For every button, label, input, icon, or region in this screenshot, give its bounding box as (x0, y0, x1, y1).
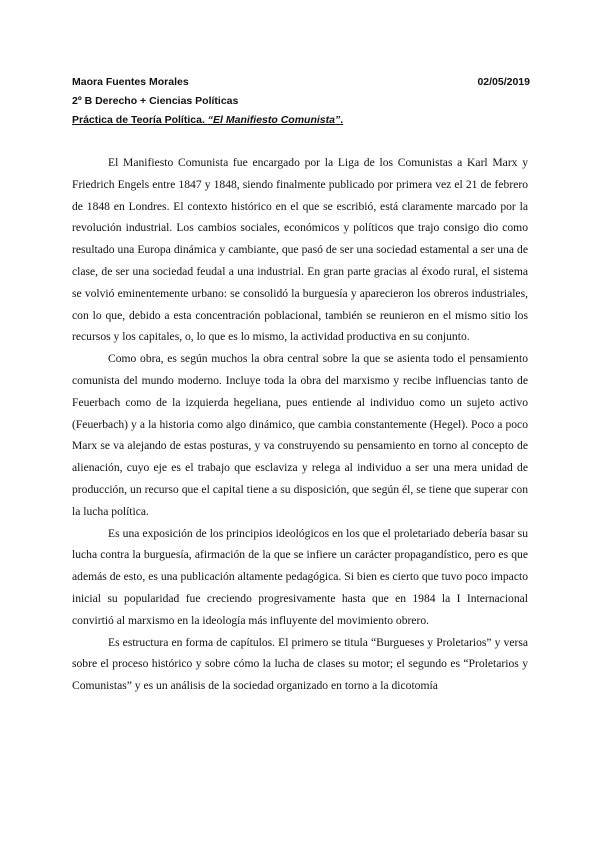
paragraph-1: El Manifiesto Comunista fue encargado por la Liga de los Comunistas a Karl Marx y Friedrich Engels entre 1847 y 1848, siendo finalmente publicado por primera vez el 21 de febrero de 1848 en Londres. El contexto histórico en el que se escribió, está claramente marcado por la revolución industrial. Los cambios sociales, económicos y políticos que trajo consigo dio como resultado una Europa dinámica y cambiante, que pasó de ser una sociedad estamental a ser una de clase, de ser una sociedad feudal a una industrial. En gran parte gracias al éxodo rural, el sistema se volvió eminentemente urbano: se consolidó la burguesía y aparecieron los obreros industriales, con lo que, debido a esta concentración poblacional, también se reunieron en el mismo sitio los recursos y los capitales, o, lo que es lo mismo, la actividad productiva en su conjunto. (72, 156, 528, 344)
title-prefix: Práctica de Teoría Política. (72, 114, 208, 126)
document-body (72, 152, 528, 697)
title-suffix: . (340, 114, 344, 126)
header-top-row (72, 73, 530, 92)
paragraph-3: Es una exposición de los principios ideológicos en los que el proletariado debería basar su lucha contra la burguesía, afirmación de la que se infiere un carácter propagandístico, pero es que además de esto, es una publicación altamente pedagógica. Si bien es cierto que tuvo poco impacto inicial su popularidad fue creciendo progresivamente hasta que en 1984 la I Internacional convirtió al marxismo en la ideología más influyente del movimiento obrero. (72, 526, 528, 627)
course-line: 2º B Derecho + Ciencias Políticas (72, 95, 239, 107)
document-header (72, 73, 530, 130)
title-work: “El Manifiesto Comunista” (207, 114, 341, 126)
paragraph-4: Es estructura en forma de capítulos. El primero se titula “Burgueses y Proletarios” y versa sobre el proceso histórico y sobre cómo la lucha de clases su motor; el segundo es “Proletarios y Comunistas” y es un análisis de la sociedad organizado en torno a la dicotomía (72, 635, 528, 693)
document-date: 02/05/2019 (477, 76, 530, 88)
paragraph-2: Como obra, es según muchos la obra central sobre la que se asienta todo el pensamiento comunista del mundo moderno. Incluye toda la obra del marxismo y recibe influencias tanto de Feuerbach como de la izquierda hegeliana, pues entiende al individuo como un sujeto activo (Feuerbach) y a la historia como algo dinámico, que cambia constantemente (Hegel). Poco a poco Marx se va alejando de estas posturas, y va construyendo su pensamiento en torno al concepto de alienación, cuyo eje es el trabajo que esclaviza y relega al individuo a ser una mera unidad de producción, un recurso que el capital tiene a su disposición, que según él, se tiene que superar con la lucha política. (72, 352, 528, 518)
assignment-title (72, 111, 530, 130)
author-name: Maora Fuentes Morales (72, 76, 189, 88)
